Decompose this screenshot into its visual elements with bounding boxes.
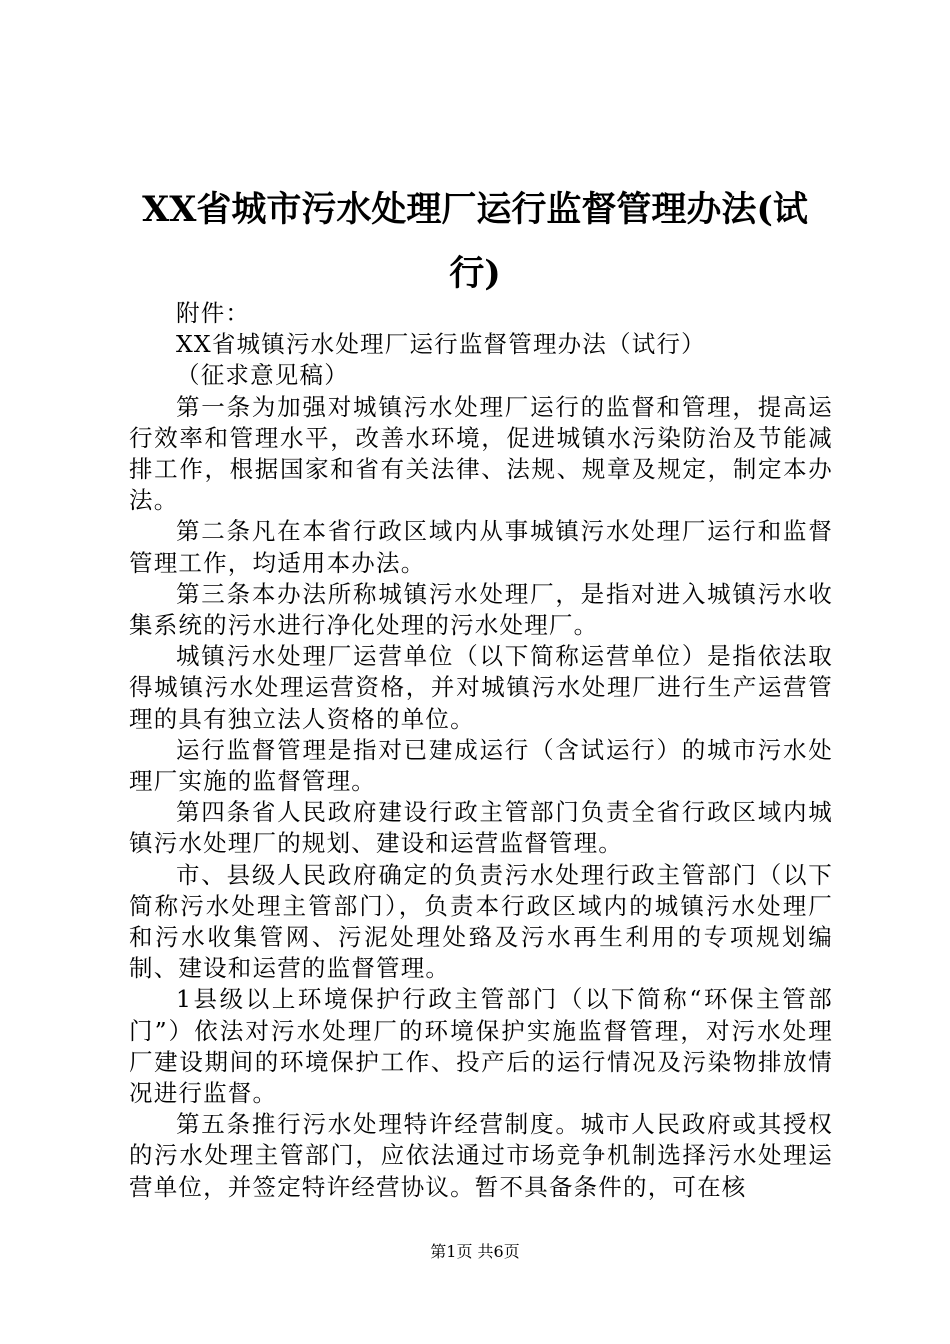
paragraph-article-4-environment: 1县级以上环境保护行政主管部门（以下简称“环保主管部门”）依法对污水处理厂的环境保护实施监督管理，对污水处理厂建设期间的环境保护工作、投产后的运行情况及污染物排放情况进行监督。 bbox=[129, 985, 833, 1108]
paragraph-draft-note: （征求意见稿） bbox=[176, 361, 349, 390]
paragraph-article-1: 第一条为加强对城镇污水处理厂运行的监督和管理，提高运行效率和管理水平，改善水环境，促进城镇水污染防治及节能减排工作，根据国家和省有关法律、法规、规章及规定，制定本办法。 bbox=[129, 392, 833, 515]
paragraph-document-name: XX省城镇污水处理厂运行监督管理办法（试行） bbox=[176, 330, 706, 359]
paragraph-article-2: 第二条凡在本省行政区域内从事城镇污水处理厂运行和监督管理工作，均适用本办法。 bbox=[129, 517, 833, 577]
document-title: XX省城市污水处理厂运行监督管理办法(试行) bbox=[142, 189, 808, 294]
paragraph-article-3-supervision: 运行监督管理是指对已建成运行（含试运行）的城市污水处理厂实施的监督管理。 bbox=[129, 735, 833, 796]
paragraph-article-4-local: 市、县级人民政府确定的负责污水处理行政主管部门（以下简称污水处理主管部门），负责本行政区域内的城镇污水处理厂和污水收集管网、污泥处理处臵及污水再生利用的专项规划编制、建设和运营的监督管理。 bbox=[129, 860, 833, 983]
paragraph-attachment-label: 附件： bbox=[176, 299, 251, 327]
paragraph-article-3: 第三条本办法所称城镇污水处理厂，是指对进入城镇污水收集系统的污水进行净化处理的污水处理厂。 bbox=[129, 579, 833, 640]
paragraph-article-3-operator: 城镇污水处理厂运营单位（以下简称运营单位）是指依法取得城镇污水处理运营资格，并对城镇污水处理厂进行生产运营管理的具有独立法人资格的单位。 bbox=[129, 642, 833, 733]
page-footer: 第1页 共6页 bbox=[430, 1242, 520, 1261]
document-body bbox=[129, 298, 833, 1203]
paragraph-article-4: 第四条省人民政府建设行政主管部门负责全省行政区域内城镇污水处理厂的规划、建设和运营监督管理。 bbox=[129, 798, 833, 858]
paragraph-article-5: 第五条推行污水处理特许经营制度。城市人民政府或其授权的污水处理主管部门，应依法通过市场竞争机制选择污水处理运营单位，并签定特许经营协议。暂不具备条件的，可在核 bbox=[129, 1110, 833, 1201]
